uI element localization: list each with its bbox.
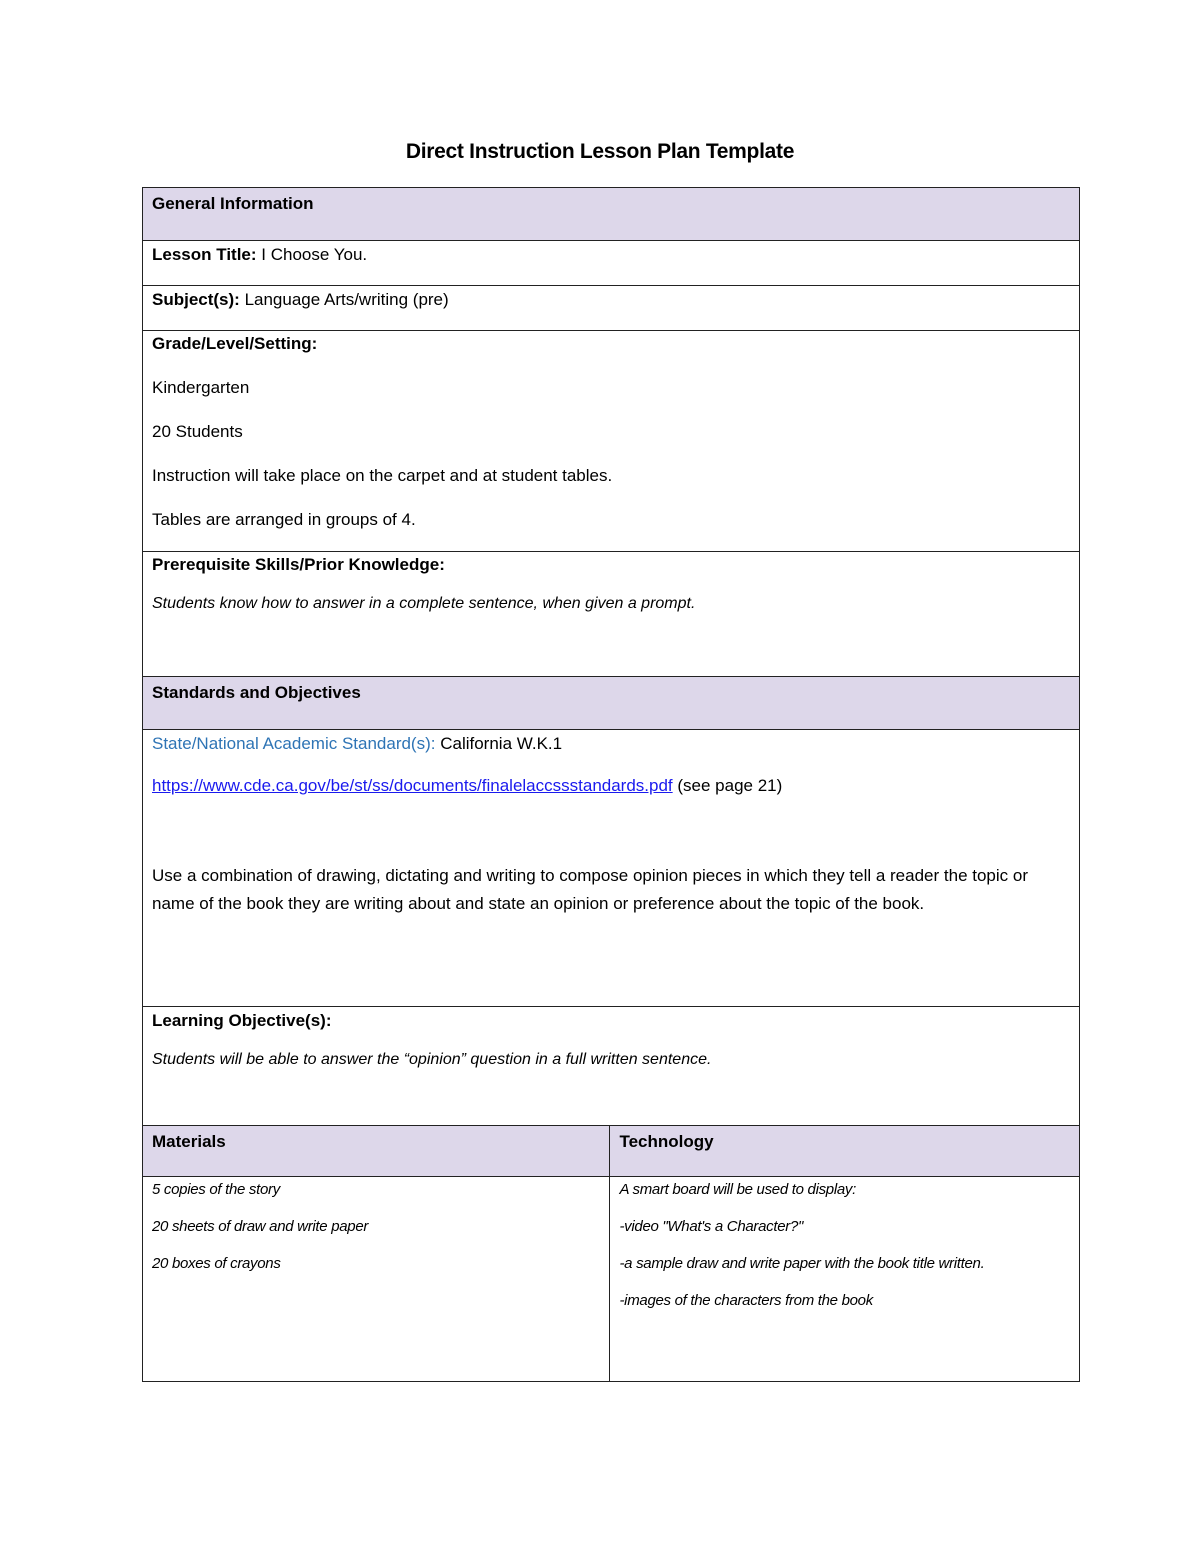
standard-label: State/National Academic Standard(s): [152, 734, 436, 753]
technology-heading: Technology [619, 1132, 714, 1151]
learning-objective-label: Learning Objective(s): [152, 1011, 332, 1030]
subjects-label: Subject(s): [152, 290, 240, 309]
grade-level-label: Grade/Level/Setting: [152, 334, 318, 353]
general-info-header-row [143, 188, 1080, 241]
standard-value: California W.K.1 [435, 734, 563, 753]
grade-line: Instruction will take place on the carpet and at student tables. [152, 466, 613, 485]
materials-item: 5 copies of the story [152, 1181, 280, 1198]
materials-technology-row [143, 1177, 1080, 1382]
standards-heading: Standards and Objectives [152, 683, 361, 702]
prerequisite-value: Students know how to answer in a complete sentence, when given a prompt. [152, 595, 696, 612]
prerequisite-row [143, 552, 1080, 677]
standards-link[interactable]: https://www.cde.ca.gov/be/st/ss/documents/finalelaccssstandards.pdf [152, 776, 673, 795]
learning-objective-row [143, 1007, 1080, 1126]
materials-heading: Materials [152, 1132, 226, 1151]
materials-item: 20 sheets of draw and write paper [152, 1218, 369, 1235]
learning-objective-value: Students will be able to answer the “opinion” question in a full written sentence. [152, 1051, 712, 1068]
materials-technology-header-row [143, 1126, 1080, 1177]
standards-row [143, 730, 1080, 1007]
grade-line: 20 Students [152, 422, 243, 441]
standard-description: Use a combination of drawing, dictating and writing to compose opinion pieces in which they tell a reader the topic or name of the book they are writing about and state an opinion or preference about the topic of the book. [152, 866, 1028, 913]
lesson-title-value: I Choose You. [256, 245, 368, 264]
lesson-title-row [143, 241, 1080, 286]
grade-level-row [143, 331, 1080, 552]
standards-header-row [143, 677, 1080, 730]
subjects-value: Language Arts/writing (pre) [239, 290, 449, 309]
grade-line: Kindergarten [152, 378, 250, 397]
technology-item: A smart board will be used to display: [619, 1181, 856, 1198]
lesson-title-label: Lesson Title: [152, 245, 257, 264]
technology-item: -images of the characters from the book [619, 1292, 873, 1309]
standards-link-suffix: (see page 21) [672, 776, 783, 795]
subjects-row [143, 286, 1080, 331]
prerequisite-label: Prerequisite Skills/Prior Knowledge: [152, 555, 445, 574]
technology-item: -a sample draw and write paper with the book title written. [619, 1255, 985, 1272]
lesson-plan-table [142, 187, 1080, 1382]
technology-item: -video "What's a Character?" [619, 1218, 804, 1235]
grade-line: Tables are arranged in groups of 4. [152, 510, 416, 529]
document-title: Direct Instruction Lesson Plan Template [405, 140, 795, 163]
general-info-heading: General Information [152, 194, 314, 213]
materials-item: 20 boxes of crayons [152, 1255, 281, 1272]
